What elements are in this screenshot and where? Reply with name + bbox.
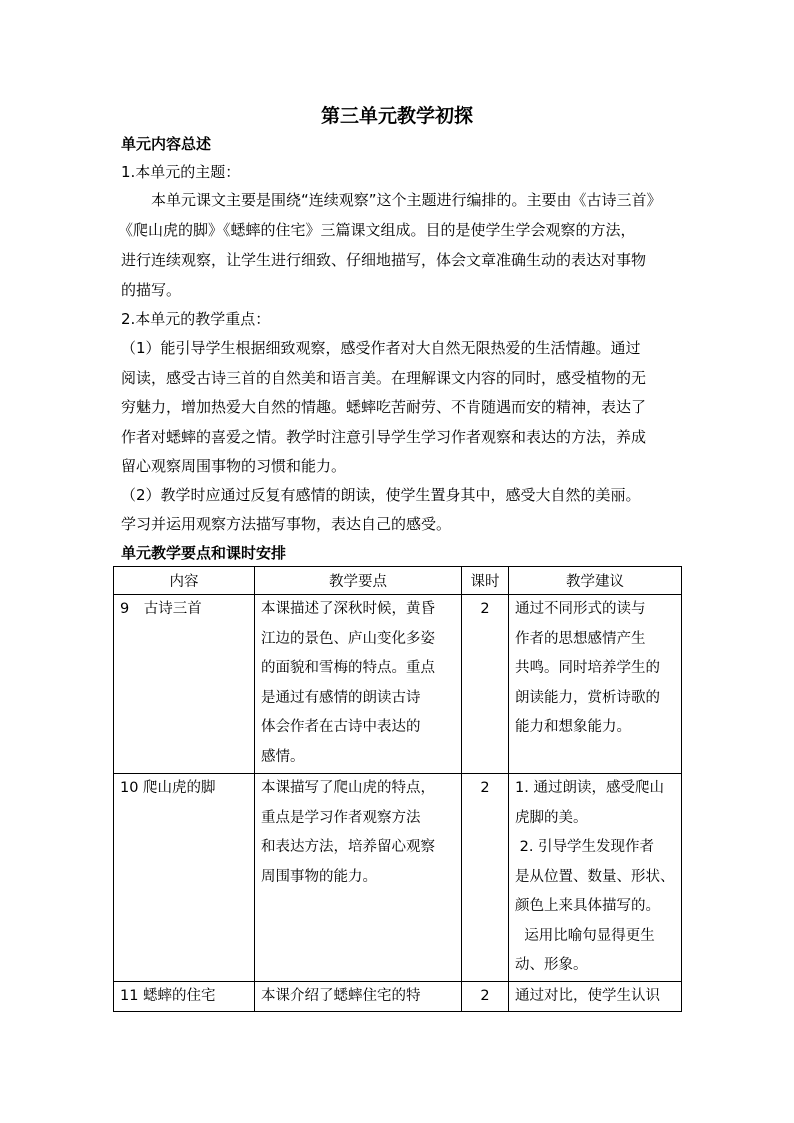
points-line: 本课介绍了蟋蟀住宅的特 (261, 987, 421, 1004)
theme-line-1: 本单元课文主要是围绕“连续观察”这个主题进行编排的。主要由《古诗三首》 (121, 191, 662, 209)
points-line: 本课描述了深秋时候，黄昏 (261, 601, 435, 617)
row-hours-cell (462, 774, 509, 982)
row-points-cell (255, 595, 462, 774)
theme-line-2: 《爬山虎的脚》《蟋蟀的住宅》三篇课文组成。目的是使学生学会观察的方法， (118, 221, 636, 239)
row-advice-cell (509, 774, 682, 982)
focus-label: 2.本单元的教学重点： (121, 310, 271, 328)
focus-line-4: 作者对蟋蟀的喜爱之情。教学时注意引导学生学习作者观察和表达的方法，养成 (121, 428, 647, 446)
focus-line-1: （1）能引导学生根据细致观察，感受作者对大自然无限热爱的生活情趣。通过 (121, 339, 641, 357)
focus-line-3: 穷魅力，增加热爱大自然的情趣。蟋蟀吃苦耐劳、不肯随遇而安的精神，表达了 (121, 398, 647, 416)
points-line: 体会作者在古诗中表达的 (261, 719, 421, 735)
hours-value: 2 (480, 780, 490, 796)
theme-line-3: 进行连续观察，让学生进行细致、仔细地描写，体会文章准确生动的表达对事物 (121, 251, 647, 269)
advice-line: 共鸣。同时培养学生的 (515, 660, 660, 676)
header-hours: 课时 (462, 567, 509, 595)
table-row (114, 774, 682, 982)
points-line: 重点是学习作者观察方法 (261, 809, 421, 826)
focus-line-7: 学习并运用观察方法描写事物，表达自己的感受。 (121, 515, 452, 533)
advice-line: 朗读能力，赏析诗歌的 (515, 689, 660, 706)
advice-line: 通过对比，使学生认识 (515, 987, 660, 1004)
focus-line-5: 留心观察周围事物的习惯和能力。 (121, 457, 347, 475)
lesson-title: 11 蟋蟀的住宅 (120, 987, 216, 1004)
advice-line: 动、形象。 (515, 957, 588, 973)
row-points-cell (255, 774, 462, 982)
advice-line: 能力和想象能力。 (515, 719, 631, 735)
advice-line: 作者的思想感情产生 (515, 630, 646, 647)
focus-line-6: （2）教学时应通过反复有感情的朗读，使学生置身其中，感受大自然的美丽。 (121, 486, 641, 504)
advice-line: 虎脚的美。 (515, 809, 588, 826)
advice-line: 2. 引导学生发现作者 (515, 839, 655, 855)
row-content-cell (114, 595, 255, 774)
row-advice-cell (509, 981, 682, 1012)
row-points-cell (255, 981, 462, 1012)
hours-value: 2 (480, 601, 490, 617)
theme-label: 1.本单元的主题： (121, 163, 241, 181)
table-row (114, 595, 682, 774)
points-line: 本课描写了爬山虎的特点， (261, 780, 435, 796)
table-row (114, 981, 682, 1012)
points-line: 和表达方法，培养留心观察 (261, 839, 435, 855)
header-content: 内容 (114, 567, 255, 595)
row-advice-cell (509, 595, 682, 774)
theme-line-4: 的描写。 (121, 281, 182, 299)
row-hours-cell (462, 595, 509, 774)
points-line: 是通过有感情的朗读古诗 (261, 689, 421, 706)
advice-line: 是从位置、数量、形状、 (515, 868, 675, 885)
row-content-cell (114, 774, 255, 982)
header-points: 教学要点 (255, 567, 462, 595)
points-line: 感情。 (261, 748, 305, 765)
row-content-cell (114, 981, 255, 1012)
section-heading-schedule: 单元教学要点和课时安排 (121, 544, 287, 562)
focus-line-2: 阅读，感受古诗三首的自然美和语言美。在理解课文内容的同时，感受植物的无 (121, 369, 647, 387)
advice-line: 通过不同形式的读与 (515, 601, 646, 617)
advice-line: 颜色上来具体描写的。 (515, 898, 660, 914)
row-hours-cell (462, 981, 509, 1012)
lesson-title: 10 爬山虎的脚 (120, 780, 216, 796)
advice-line: 1. 通过朗读，感受爬山 (515, 780, 664, 796)
hours-value: 2 (480, 987, 490, 1004)
advice-line: 运用比喻句显得更生 (515, 927, 655, 944)
lesson-title: 9 古诗三首 (120, 601, 202, 617)
section-heading-overview: 单元内容总述 (121, 135, 212, 153)
points-line: 江边的景色、庐山变化多姿 (261, 630, 435, 647)
table-header-row (114, 567, 682, 595)
header-advice: 教学建议 (509, 567, 682, 595)
points-line: 的面貌和雪梅的特点。重点 (261, 660, 435, 676)
schedule-table (113, 566, 682, 1012)
page-title: 第三单元教学初探 (320, 105, 473, 127)
points-line: 周围事物的能力。 (261, 868, 377, 885)
